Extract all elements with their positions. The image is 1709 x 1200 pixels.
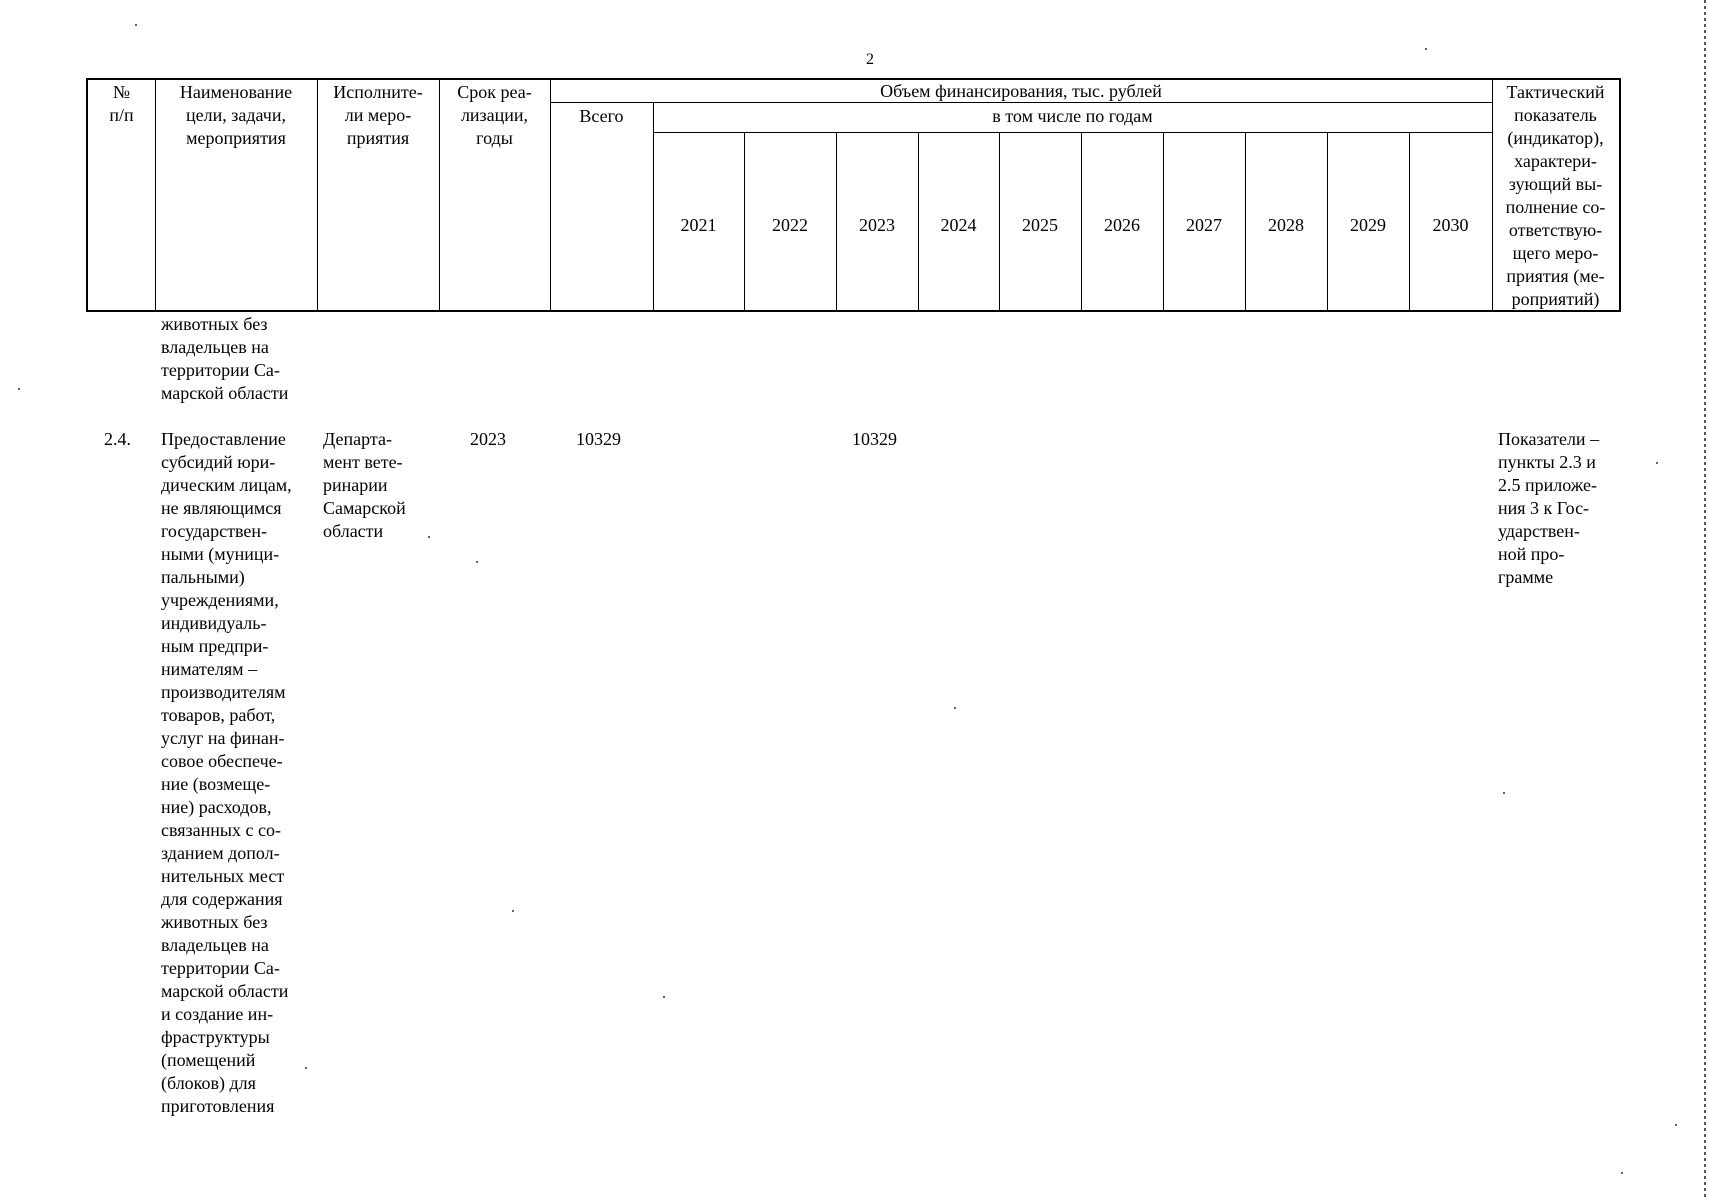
year-2029: 2029: [1350, 215, 1386, 235]
year-2025: 2025: [1022, 215, 1058, 235]
row-indicator: Показатели – пункты 2.3 и 2.5 приложе- ния 3 к Гос- ударствен- ной про- грамме: [1498, 429, 1600, 587]
header-name: Наименование цели, задачи, мероприятия: [179, 82, 293, 148]
header-period: Срок реа- лизации, годы: [457, 82, 532, 148]
year-2026: 2026: [1104, 215, 1140, 235]
header-funding: Объем финансирования, тыс. рублей: [880, 81, 1162, 101]
year-2028: 2028: [1268, 215, 1304, 235]
header-total: Всего: [579, 106, 624, 126]
year-2022: 2022: [772, 215, 808, 235]
page-number: 2: [866, 51, 874, 68]
row-period: 2023: [470, 429, 506, 449]
year-2021: 2021: [680, 215, 717, 235]
year-2024: 2024: [940, 215, 977, 235]
year-2023: 2023: [859, 215, 895, 235]
header-by-years: в том числе по годам: [992, 106, 1153, 126]
scan-edge: [1704, 0, 1706, 1200]
table-header: [86, 78, 1621, 312]
header-executor: Исполните- ли меро- приятия: [333, 82, 423, 148]
row-executor: Департа- мент вете- ринарии Самарской области: [323, 429, 406, 541]
year-2030: 2030: [1432, 215, 1469, 235]
year-2027: 2027: [1186, 215, 1222, 235]
header-indicator: Тактический показатель (индикатор), характери- зующий вы- полнение со- ответствую- щего меро- приятия (ме- роприятий): [1505, 82, 1606, 309]
continuation-text: животных без владельцев на территории Са- марской области: [161, 314, 289, 403]
row-number: 2.4.: [104, 429, 131, 449]
row-name: Предоставление субсидий юри- дическим лицам, не являющимся государствен- ными (муници- пальными) учреждениями, индивидуаль- ным предпри- нимателям – производителям товаров, работ, услуг на финан- совое обеспече- ние (возмеще- ние) расходов, связанных с со- зданием допол- нительных мест для содержания животных без владельцев на территории Са- марской области и создание ин- фраструктуры (помещений (блоков) для приготовления: [161, 429, 292, 1116]
row-value-2023: 10329: [852, 429, 897, 449]
row-total: 10329: [576, 429, 621, 449]
header-num: № п/п: [109, 82, 134, 125]
